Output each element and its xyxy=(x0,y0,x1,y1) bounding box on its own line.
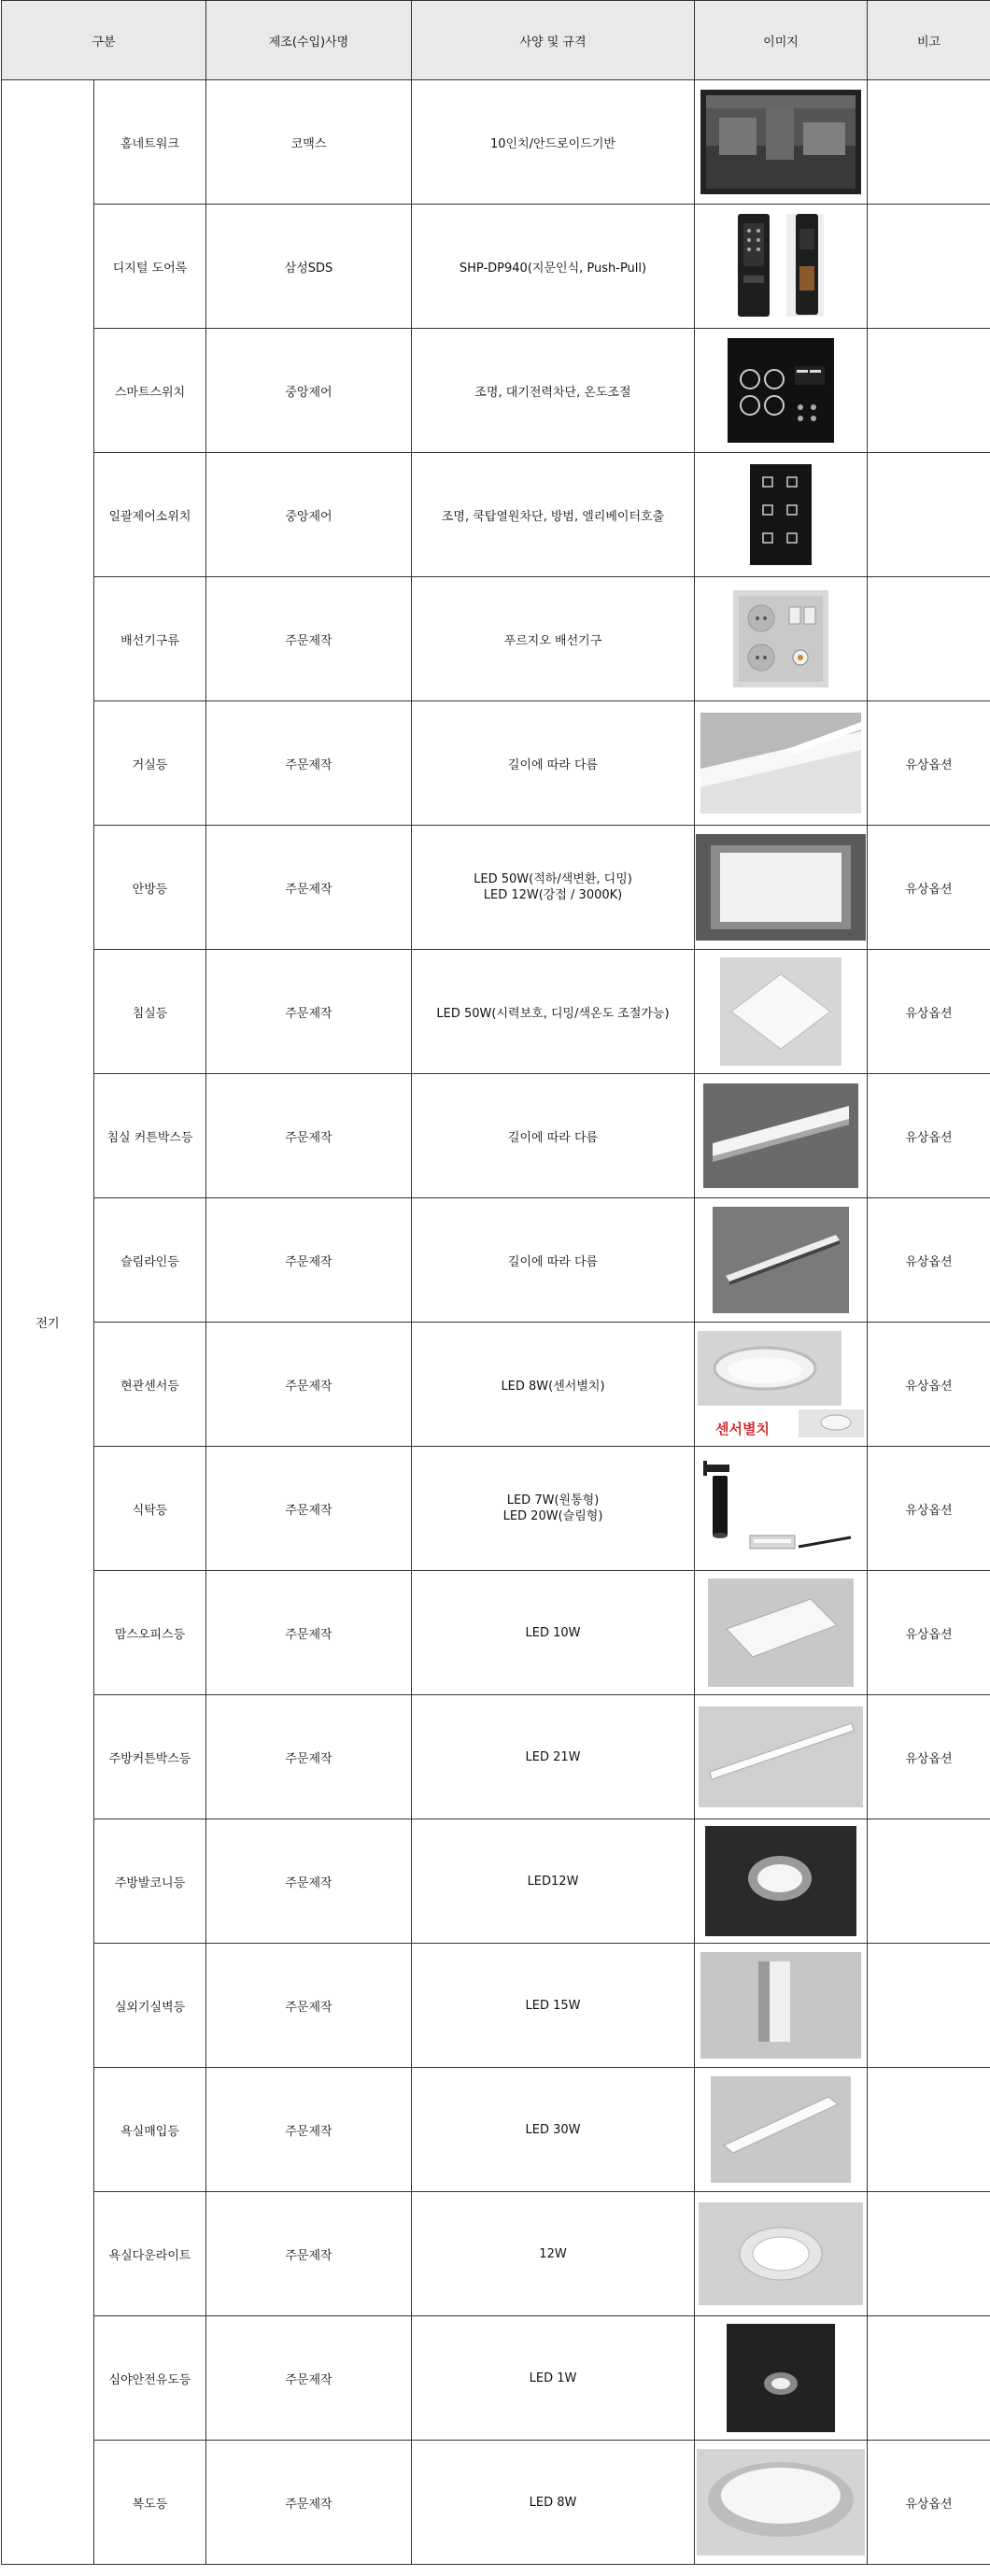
item-spec: LED 50W(시력보호, 디밍/색온도 조절가능) xyxy=(412,950,695,1074)
item-name: 욕실매입등 xyxy=(94,2068,206,2192)
item-name: 거실등 xyxy=(94,701,206,826)
table-row xyxy=(2,329,990,453)
item-name: 주방발코니등 xyxy=(94,1819,206,1944)
item-spec: LED 30W xyxy=(412,2068,695,2192)
item-image xyxy=(695,329,868,453)
item-maker: 주문제작 xyxy=(206,1323,412,1447)
item-spec: 12W xyxy=(412,2192,695,2316)
item-maker: 주문제작 xyxy=(206,950,412,1074)
item-maker: 코맥스 xyxy=(206,80,412,205)
door-lock-icon xyxy=(725,210,837,322)
item-name: 욕실다운라이트 xyxy=(94,2192,206,2316)
bath-recessed-light-icon xyxy=(711,2076,851,2183)
master-switch-icon xyxy=(750,464,812,565)
item-note: 유상옵션 xyxy=(868,826,990,950)
item-image xyxy=(695,2441,868,2565)
item-spec-line2: LED 12W(강접 / 3000K) xyxy=(483,888,623,902)
item-maker: 주문제작 xyxy=(206,2192,412,2316)
pendant-track-light-icon xyxy=(698,1455,864,1562)
item-image xyxy=(695,2316,868,2441)
item-image xyxy=(695,2192,868,2316)
slim-line-light-icon xyxy=(713,1207,849,1313)
item-maker: 주문제작 xyxy=(206,1447,412,1571)
item-maker: 주문제작 xyxy=(206,1571,412,1695)
item-name: 홈네트워크 xyxy=(94,80,206,205)
table-row xyxy=(2,2068,990,2192)
item-maker: 삼성SDS xyxy=(206,205,412,329)
item-spec: 조명, 쿡탑열원차단, 방범, 엘리베이터호출 xyxy=(412,453,695,577)
panel-light-icon xyxy=(696,834,866,941)
item-name: 슬림라인등 xyxy=(94,1198,206,1323)
category-cell: 전기 xyxy=(2,80,94,2565)
table-row xyxy=(2,1571,990,1695)
item-note xyxy=(868,2316,990,2441)
table-row xyxy=(2,1944,990,2068)
item-image xyxy=(695,826,868,950)
corridor-downlight-icon xyxy=(697,2449,865,2555)
item-name: 주방커튼박스등 xyxy=(94,1695,206,1819)
item-image xyxy=(695,1819,868,1944)
item-spec: 푸르지오 배선기구 xyxy=(412,577,695,701)
item-maker: 주문제작 xyxy=(206,1819,412,1944)
item-image xyxy=(695,701,868,826)
item-name: 스마트스위치 xyxy=(94,329,206,453)
night-guide-light-icon xyxy=(727,2324,835,2432)
item-image xyxy=(695,1074,868,1198)
header-category: 구분 xyxy=(2,1,206,80)
table-row xyxy=(2,2441,990,2565)
item-image xyxy=(695,453,868,577)
item-name: 디지털 도어록 xyxy=(94,205,206,329)
table-row xyxy=(2,1323,990,1447)
item-spec: 조명, 대기전력차단, 온도조절 xyxy=(412,329,695,453)
item-name: 실외기실벽등 xyxy=(94,1944,206,2068)
linear-light-icon xyxy=(699,1706,863,1807)
item-name: 식탁등 xyxy=(94,1447,206,1571)
item-note xyxy=(868,329,990,453)
bath-downlight-icon xyxy=(699,2202,863,2305)
item-image xyxy=(695,1571,868,1695)
item-spec: LED12W xyxy=(412,1819,695,1944)
item-note xyxy=(868,80,990,205)
item-image xyxy=(695,1447,868,1571)
item-name: 복도등 xyxy=(94,2441,206,2565)
item-note xyxy=(868,1944,990,2068)
table-row xyxy=(2,2316,990,2441)
wall-light-icon xyxy=(700,1952,861,2059)
item-note xyxy=(868,2192,990,2316)
item-maker: 주문제작 xyxy=(206,826,412,950)
header-image: 이미지 xyxy=(695,1,868,80)
table-row xyxy=(2,1198,990,1323)
item-spec: 길이에 따라 다름 xyxy=(412,1198,695,1323)
item-maker: 중앙제어 xyxy=(206,453,412,577)
table-row xyxy=(2,701,990,826)
item-note: 유상옵션 xyxy=(868,2441,990,2565)
header-row xyxy=(2,1,990,80)
item-name: 안방등 xyxy=(94,826,206,950)
item-maker: 주문제작 xyxy=(206,2068,412,2192)
item-note: 유상옵션 xyxy=(868,1695,990,1819)
item-name: 심야안전유도등 xyxy=(94,2316,206,2441)
item-name: 침실등 xyxy=(94,950,206,1074)
item-image xyxy=(695,205,868,329)
item-maker: 주문제작 xyxy=(206,2441,412,2565)
square-light-icon xyxy=(720,957,842,1066)
rect-panel-light-icon xyxy=(708,1578,854,1687)
table-row xyxy=(2,826,990,950)
item-note xyxy=(868,577,990,701)
item-note: 유상옵션 xyxy=(868,701,990,826)
item-name: 일괄제어소위치 xyxy=(94,453,206,577)
cove-light-icon xyxy=(700,713,861,814)
item-maker: 주문제작 xyxy=(206,1198,412,1323)
item-note xyxy=(868,2068,990,2192)
item-spec: 길이에 따라 다름 xyxy=(412,701,695,826)
round-downlight-icon xyxy=(705,1826,856,1936)
item-maker: 주문제작 xyxy=(206,577,412,701)
spec-table xyxy=(1,0,990,2565)
item-note xyxy=(868,205,990,329)
curtain-box-light-icon xyxy=(703,1083,858,1188)
item-spec-line1: LED 50W(적하/색변환, 디밍) xyxy=(474,872,632,886)
table-row xyxy=(2,80,990,205)
item-image xyxy=(695,1198,868,1323)
smart-switch-icon xyxy=(728,338,834,443)
item-spec: SHP-DP940(지문인식, Push-Pull) xyxy=(412,205,695,329)
outlet-icon xyxy=(733,590,828,687)
item-maker: 중앙제어 xyxy=(206,329,412,453)
item-note: 유상옵션 xyxy=(868,950,990,1074)
item-spec: 길이에 따라 다름 xyxy=(412,1074,695,1198)
item-image xyxy=(695,80,868,205)
table-row xyxy=(2,453,990,577)
item-spec xyxy=(412,826,695,950)
item-spec: LED 8W xyxy=(412,2441,695,2565)
wall-pad-icon xyxy=(700,90,861,194)
item-note: 유상옵션 xyxy=(868,1571,990,1695)
table-row xyxy=(2,1695,990,1819)
item-maker: 주문제작 xyxy=(206,701,412,826)
item-spec xyxy=(412,1447,695,1571)
item-spec: LED 8W(센서별치) xyxy=(412,1323,695,1447)
item-name: 침실 커튼박스등 xyxy=(94,1074,206,1198)
header-spec: 사양 및 규격 xyxy=(412,1,695,80)
item-spec: LED 15W xyxy=(412,1944,695,2068)
item-image xyxy=(695,1323,868,1447)
item-note xyxy=(868,453,990,577)
header-note: 비고 xyxy=(868,1,990,80)
item-note xyxy=(868,1819,990,1944)
item-spec: LED 10W xyxy=(412,1571,695,1695)
item-image xyxy=(695,2068,868,2192)
table-row xyxy=(2,950,990,1074)
item-image xyxy=(695,1944,868,2068)
table-row xyxy=(2,205,990,329)
sensor-caption: 센서별치 xyxy=(715,1421,770,1437)
item-maker: 주문제작 xyxy=(206,2316,412,2441)
item-spec-line1: LED 7W(원통형) xyxy=(506,1493,600,1507)
item-maker: 주문제작 xyxy=(206,1695,412,1819)
item-image xyxy=(695,950,868,1074)
item-spec: LED 1W xyxy=(412,2316,695,2441)
item-spec-line2: LED 20W(슬림형) xyxy=(502,1509,603,1523)
item-name: 맘스오피스등 xyxy=(94,1571,206,1695)
item-image xyxy=(695,577,868,701)
item-note: 유상옵션 xyxy=(868,1198,990,1323)
item-maker: 주문제작 xyxy=(206,1074,412,1198)
item-name: 배선기구류 xyxy=(94,577,206,701)
table-row xyxy=(2,1447,990,1571)
header-maker: 제조(수입)사명 xyxy=(206,1,412,80)
item-note: 유상옵션 xyxy=(868,1447,990,1571)
item-spec: 10인치/안드로이드기반 xyxy=(412,80,695,205)
item-maker: 주문제작 xyxy=(206,1944,412,2068)
item-note: 유상옵션 xyxy=(868,1323,990,1447)
table-row xyxy=(2,1074,990,1198)
item-spec: LED 21W xyxy=(412,1695,695,1819)
table-row xyxy=(2,577,990,701)
item-name: 현관센서등 xyxy=(94,1323,206,1447)
table-row xyxy=(2,1819,990,1944)
table-row xyxy=(2,2192,990,2316)
item-image xyxy=(695,1695,868,1819)
item-note: 유상옵션 xyxy=(868,1074,990,1198)
